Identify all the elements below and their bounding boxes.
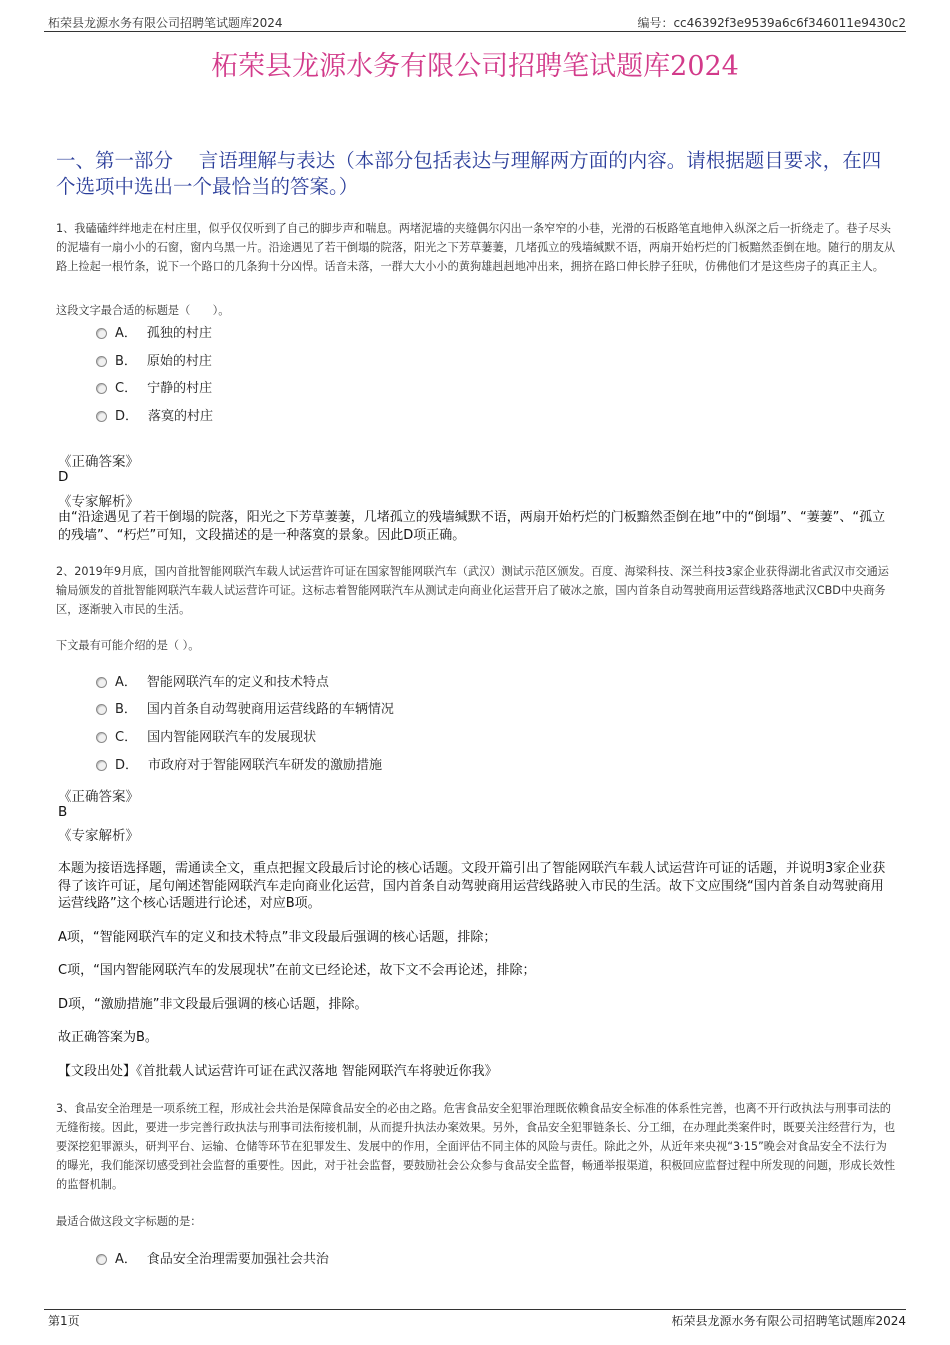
radio-icon[interactable] bbox=[96, 328, 107, 339]
question-1-option-a[interactable] bbox=[96, 322, 212, 341]
question-1-option-c[interactable] bbox=[96, 377, 212, 396]
question-2-analysis-option-d: D项，“激励措施”非文段最后强调的核心话题，排除。 bbox=[58, 997, 368, 1012]
radio-icon[interactable] bbox=[96, 383, 107, 394]
question-2-option-b[interactable] bbox=[96, 698, 394, 717]
option-letter: D． bbox=[115, 758, 139, 773]
option-text: 智能网联汽车的定义和技术特点 bbox=[146, 675, 329, 690]
option-text: 市政府对于智能网联汽车研发的激励措施 bbox=[148, 758, 383, 773]
radio-icon[interactable] bbox=[96, 760, 107, 771]
page-number: 第1页 bbox=[48, 1314, 80, 1328]
question-3-option-a[interactable] bbox=[96, 1248, 329, 1267]
question-2-analysis-main: 本题为接语选择题，需通读全文，重点把握文段最后讨论的核心话题。文段开篇引出了智能网联汽车载人试运营许可证的话题，并说明3家企业获得了该许可证，尾句阐述智能网联汽车走向商业化运营，国内首条自动驾驶商用运营线路驶入市民的生活。故下文应围绕“国内首条自动驾驶商用运营线路”这个核心话题进行论述，对应B项。 bbox=[58, 861, 886, 911]
option-text: 落寞的村庄 bbox=[148, 409, 214, 424]
radio-icon[interactable] bbox=[96, 732, 107, 743]
question-1-answer: D bbox=[58, 469, 69, 485]
question-1-analysis-label: 《专家解析》 bbox=[58, 494, 139, 510]
question-2-analysis-option-a: A项，“智能网联汽车的定义和技术特点”非文段最后强调的核心话题，排除； bbox=[58, 930, 497, 945]
radio-icon[interactable] bbox=[96, 677, 107, 688]
footer-title: 柘荣县龙源水务有限公司招聘笔试题库2024 bbox=[671, 1314, 906, 1328]
option-text: 孤独的村庄 bbox=[146, 326, 212, 341]
option-letter: C． bbox=[115, 381, 138, 396]
page-title: 柘荣县龙源水务有限公司招聘笔试题库2024 bbox=[211, 51, 739, 82]
question-1-option-d[interactable] bbox=[96, 405, 213, 424]
radio-icon[interactable] bbox=[96, 411, 107, 422]
option-letter: A． bbox=[115, 1252, 137, 1267]
question-2-answer: B bbox=[58, 804, 68, 820]
option-letter: A． bbox=[115, 326, 137, 341]
section-heading: 一、第一部分 言语理解与表达（本部分包括表达与理解两方面的内容。请根据题目要求，在四个选项中选出一个最恰当的答案。） bbox=[56, 149, 882, 198]
option-text: 原始的村庄 bbox=[146, 354, 212, 369]
question-2-analysis-label: 《专家解析》 bbox=[58, 828, 139, 844]
question-2-text: 2、2019年9月底，国内首批智能网联汽车载人试运营许可证在国家智能网联汽车（武汉）测试示范区颁发。百度、海梁科技、深兰科技3家企业获得湖北省武汉市交通运输局颁发的首批智能网联汽车载人试运营许可证。这标志着智能网联汽车从测试走向商业化运营开启了破冰之旅，国内首条自动驾驶商用运营线路落地武汉CBD中央商务区，逐渐驶入市民的生活。 bbox=[56, 565, 889, 616]
option-letter: A． bbox=[115, 675, 137, 690]
option-text: 国内首条自动驾驶商用运营线路的车辆情况 bbox=[146, 702, 394, 717]
option-text: 食品安全治理需要加强社会共治 bbox=[146, 1252, 329, 1267]
question-2-answer-label: 《正确答案》 bbox=[58, 789, 139, 805]
question-3-text: 3、食品安全治理是一项系统工程，形成社会共治是保障食品安全的必由之路。危害食品安全犯罪治理既依赖食品安全标准的体系性完善，也离不开行政执法与刑事司法的无缝衔接。因此，要进一步完善行政执法与刑事司法衔接机制，从而提升执法办案效果。另外，食品安全犯罪链条长、分工细，在办理此类案件时，既要关注经营行为，也要深挖犯罪源头，研判平台、运输、仓储等环节在犯罪发生、发展中的作用，全面评估不同主体的风险与责任。除此之外，从近年来央视“3·15”晚会对食品安全不法行为的曝光，我们能深切感受到社会监督的重要性。因此，对于社会监督，要鼓励社会公众参与食品安全监督，畅通举报渠道，积极回应监督过程中所发现的问题，形成长效性的监督机制。 bbox=[56, 1102, 896, 1191]
option-letter: D． bbox=[115, 409, 139, 424]
option-letter: B． bbox=[115, 702, 137, 717]
option-text: 国内智能网联汽车的发展现状 bbox=[147, 730, 317, 745]
question-2-prompt: 下文最有可能介绍的是（ ）。 bbox=[56, 639, 200, 652]
question-1-text: 1、我磕磕绊绊地走在村庄里，似乎仅仅听到了自己的脚步声和喘息。两堵泥墙的夹缝偶尔闪出一条窄窄的小巷，光滑的石板路笔直地伸入纵深之后一折绕走了。巷子尽头的泥墙有一扇小小的石窗，窗内乌黑一片。沿途遇见了若干倒塌的院落，阳光之下芳草萋萋，几堵孤立的残墙缄默不语，两扇开始朽烂的门板黯然歪倒在地。随行的朋友从路上捡起一根竹条，说下一个路口的几条狗十分凶悍。话音未落，一群大大小小的黄狗雄赳赳地冲出来，拥挤在路口伸长脖子狂吠，仿佛他们才是这些房子的真正主人。 bbox=[56, 222, 896, 273]
option-letter: C． bbox=[115, 730, 138, 745]
question-2-option-d[interactable] bbox=[96, 754, 382, 773]
option-text: 宁静的村庄 bbox=[147, 381, 213, 396]
question-2-option-c[interactable] bbox=[96, 726, 316, 745]
header-divider bbox=[44, 31, 906, 32]
question-1-analysis: 由“沿途遇见了若干倒塌的院落，阳光之下芳草萋萋，几堵孤立的残墙缄默不语，两扇开始朽烂的门板黯然歪倒在地”中的“倒塌”、“萋萋”、“孤立的残墙”、“朽烂”可知，文段描述的是一种落寞的景象。因此D项正确。 bbox=[58, 510, 886, 543]
question-2-analysis-option-c: C项，“国内智能网联汽车的发展现状”在前文已经论述，故下文不会再论述，排除； bbox=[58, 963, 536, 978]
question-1-option-b[interactable] bbox=[96, 350, 212, 369]
question-1-answer-label: 《正确答案》 bbox=[58, 454, 139, 470]
question-2-option-a[interactable] bbox=[96, 671, 329, 690]
question-3-prompt: 最适合做这段文字标题的是： bbox=[56, 1215, 202, 1228]
header-document-id: 编号：cc46392f3e9539a6c6f346011e9430c2 bbox=[637, 16, 906, 30]
question-2-source: 【文段出处】《首批载人试运营许可证在武汉落地 智能网联汽车将驶近你我》 bbox=[58, 1064, 498, 1079]
footer-divider bbox=[44, 1309, 906, 1310]
option-letter: B． bbox=[115, 354, 137, 369]
radio-icon[interactable] bbox=[96, 356, 107, 367]
question-2-analysis-conclusion: 故正确答案为B。 bbox=[58, 1030, 158, 1045]
header-left-title: 柘荣县龙源水务有限公司招聘笔试题库2024 bbox=[48, 16, 283, 30]
radio-icon[interactable] bbox=[96, 1254, 107, 1265]
question-1-prompt: 这段文字最合适的标题是（ ）。 bbox=[56, 304, 230, 317]
radio-icon[interactable] bbox=[96, 704, 107, 715]
